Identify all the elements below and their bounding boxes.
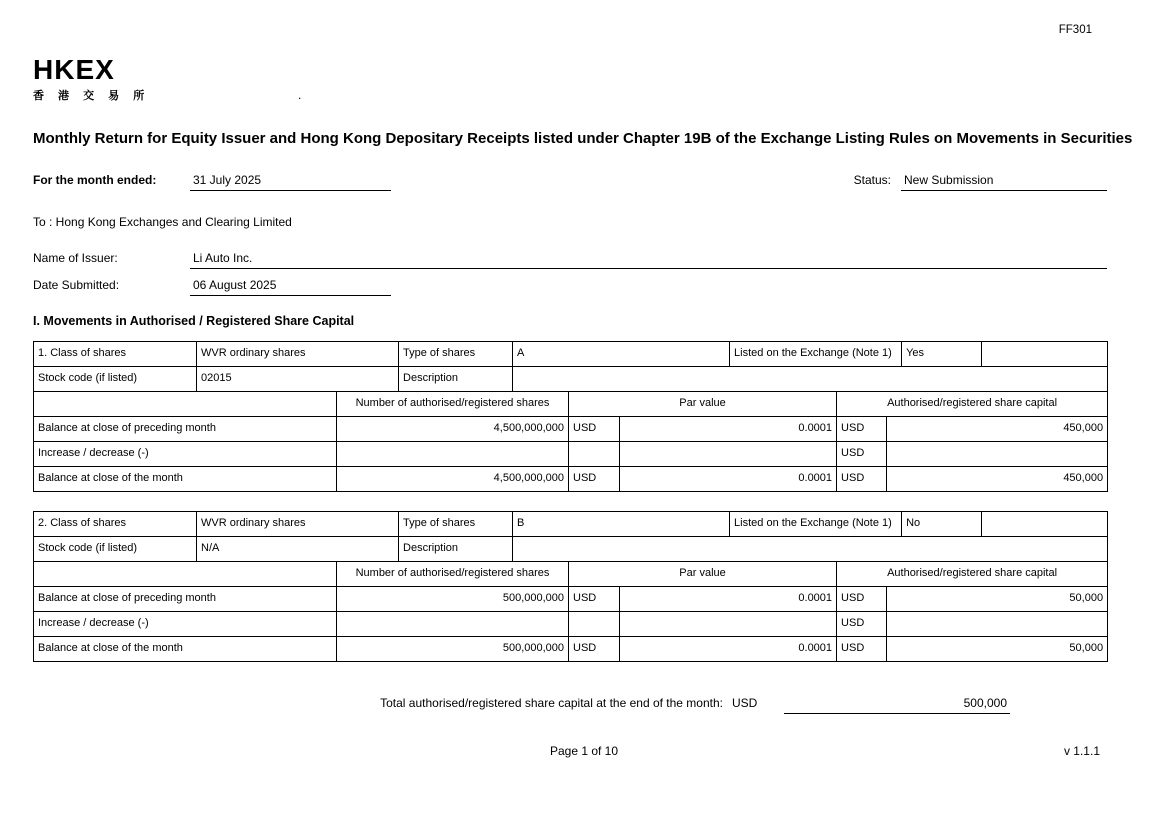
status-value: New Submission	[901, 173, 1107, 191]
share-capital-table-2	[33, 511, 1108, 662]
type-of-shares-value: A	[513, 341, 730, 366]
shares-value	[337, 441, 569, 466]
currency-cell: USD	[569, 466, 620, 491]
capital-value	[887, 611, 1108, 636]
table-row	[34, 416, 1108, 441]
capital-column-header: Authorised/registered share capital	[837, 561, 1108, 586]
currency-cell: USD	[837, 636, 887, 661]
row-label: Balance at close of the month	[34, 636, 337, 661]
status-label: Status:	[853, 172, 891, 187]
issuer-row	[33, 251, 1107, 269]
class-of-shares-label: 2. Class of shares	[34, 511, 197, 536]
status-group	[854, 173, 1107, 191]
share-capital-table-1	[33, 341, 1108, 492]
par-value	[620, 611, 837, 636]
date-submitted-value: 06 August 2025	[190, 278, 391, 296]
listed-on-exchange-label: Listed on the Exchange (Note 1)	[730, 511, 902, 536]
table-row	[34, 536, 1108, 561]
shares-column-header: Number of authorised/registered shares	[337, 561, 569, 586]
shares-value: 4,500,000,000	[337, 466, 569, 491]
capital-value: 450,000	[887, 466, 1108, 491]
form-title: Monthly Return for Equity Issuer and Hong Kong Depositary Receipts listed under Chapter 19B of the Exchange Listing Rules on Movements in Securities	[33, 130, 1133, 147]
stray-mark: .	[298, 88, 302, 102]
currency-cell: USD	[569, 416, 620, 441]
par-value-column-header: Par value	[569, 561, 837, 586]
description-value	[513, 536, 1108, 561]
currency-cell: USD	[837, 611, 887, 636]
empty-cell	[982, 511, 1108, 536]
total-capital-currency: USD	[732, 695, 758, 710]
type-of-shares-value: B	[513, 511, 730, 536]
table-row	[34, 441, 1108, 466]
issuer-label: Name of Issuer:	[33, 250, 118, 265]
currency-cell	[569, 441, 620, 466]
row-label: Balance at close of preceding month	[34, 416, 337, 441]
table-row	[34, 391, 1108, 416]
stock-code-value: 02015	[197, 366, 399, 391]
hkex-logo-text: HKEX	[33, 54, 115, 85]
hkex-logo	[33, 56, 1107, 103]
section-heading: I. Movements in Authorised / Registered Share Capital	[33, 313, 355, 328]
version-label: v 1.1.1	[1063, 744, 1100, 758]
capital-column-header: Authorised/registered share capital	[837, 391, 1108, 416]
row-label: Increase / decrease (-)	[34, 611, 337, 636]
shares-column-header: Number of authorised/registered shares	[337, 391, 569, 416]
addressee-line: To : Hong Kong Exchanges and Clearing Limited	[33, 214, 292, 229]
listed-on-exchange-label: Listed on the Exchange (Note 1)	[730, 341, 902, 366]
class-of-shares-value: WVR ordinary shares	[197, 511, 399, 536]
capital-value: 50,000	[887, 636, 1108, 661]
row-label: Increase / decrease (-)	[34, 441, 337, 466]
table-row	[34, 586, 1108, 611]
shares-value: 500,000,000	[337, 636, 569, 661]
total-capital-label: Total authorised/registered share capital at the end of the month:	[380, 695, 723, 710]
page-number: Page 1 of 10	[549, 744, 619, 758]
par-value: 0.0001	[620, 466, 837, 491]
capital-value: 450,000	[887, 416, 1108, 441]
table-row	[34, 341, 1108, 366]
shares-value	[337, 611, 569, 636]
table-row	[34, 511, 1108, 536]
description-label: Description	[399, 366, 513, 391]
month-ended-value: 31 July 2025	[190, 173, 391, 191]
description-label: Description	[399, 536, 513, 561]
type-of-shares-label: Type of shares	[399, 341, 513, 366]
table-row	[34, 466, 1108, 491]
currency-cell: USD	[837, 586, 887, 611]
par-value	[620, 441, 837, 466]
capital-value	[887, 441, 1108, 466]
listed-on-exchange-value: Yes	[902, 341, 982, 366]
currency-cell: USD	[837, 416, 887, 441]
total-capital-row	[33, 696, 1107, 714]
empty-cell	[34, 391, 337, 416]
shares-value: 4,500,000,000	[337, 416, 569, 441]
par-value: 0.0001	[620, 416, 837, 441]
shares-value: 500,000,000	[337, 586, 569, 611]
issuer-value: Li Auto Inc.	[190, 251, 1107, 269]
form-code: FF301	[1058, 24, 1092, 36]
currency-cell: USD	[837, 466, 887, 491]
class-of-shares-label: 1. Class of shares	[34, 341, 197, 366]
par-value-column-header: Par value	[569, 391, 837, 416]
type-of-shares-label: Type of shares	[399, 511, 513, 536]
table-row	[34, 636, 1108, 661]
date-submitted-label: Date Submitted:	[33, 277, 120, 292]
empty-cell	[34, 561, 337, 586]
table-row	[34, 611, 1108, 636]
listed-on-exchange-value: No	[902, 511, 982, 536]
currency-cell: USD	[569, 586, 620, 611]
stock-code-value: N/A	[197, 536, 399, 561]
total-capital-value: 500,000	[784, 696, 1010, 714]
par-value: 0.0001	[620, 636, 837, 661]
row-label: Balance at close of preceding month	[34, 586, 337, 611]
class-of-shares-value: WVR ordinary shares	[197, 341, 399, 366]
capital-value: 50,000	[887, 586, 1108, 611]
empty-cell	[982, 341, 1108, 366]
date-submitted-row	[33, 278, 1107, 296]
table-row	[34, 366, 1108, 391]
stock-code-label: Stock code (if listed)	[34, 536, 197, 561]
currency-cell: USD	[837, 441, 887, 466]
table-row	[34, 561, 1108, 586]
currency-cell	[569, 611, 620, 636]
month-ended-row	[33, 173, 1107, 191]
row-label: Balance at close of the month	[34, 466, 337, 491]
description-value	[513, 366, 1108, 391]
stock-code-label: Stock code (if listed)	[34, 366, 197, 391]
month-ended-label: For the month ended:	[33, 172, 157, 187]
currency-cell: USD	[569, 636, 620, 661]
hkex-logo-chinese: 香 港 交 易 所	[33, 90, 150, 102]
par-value: 0.0001	[620, 586, 837, 611]
